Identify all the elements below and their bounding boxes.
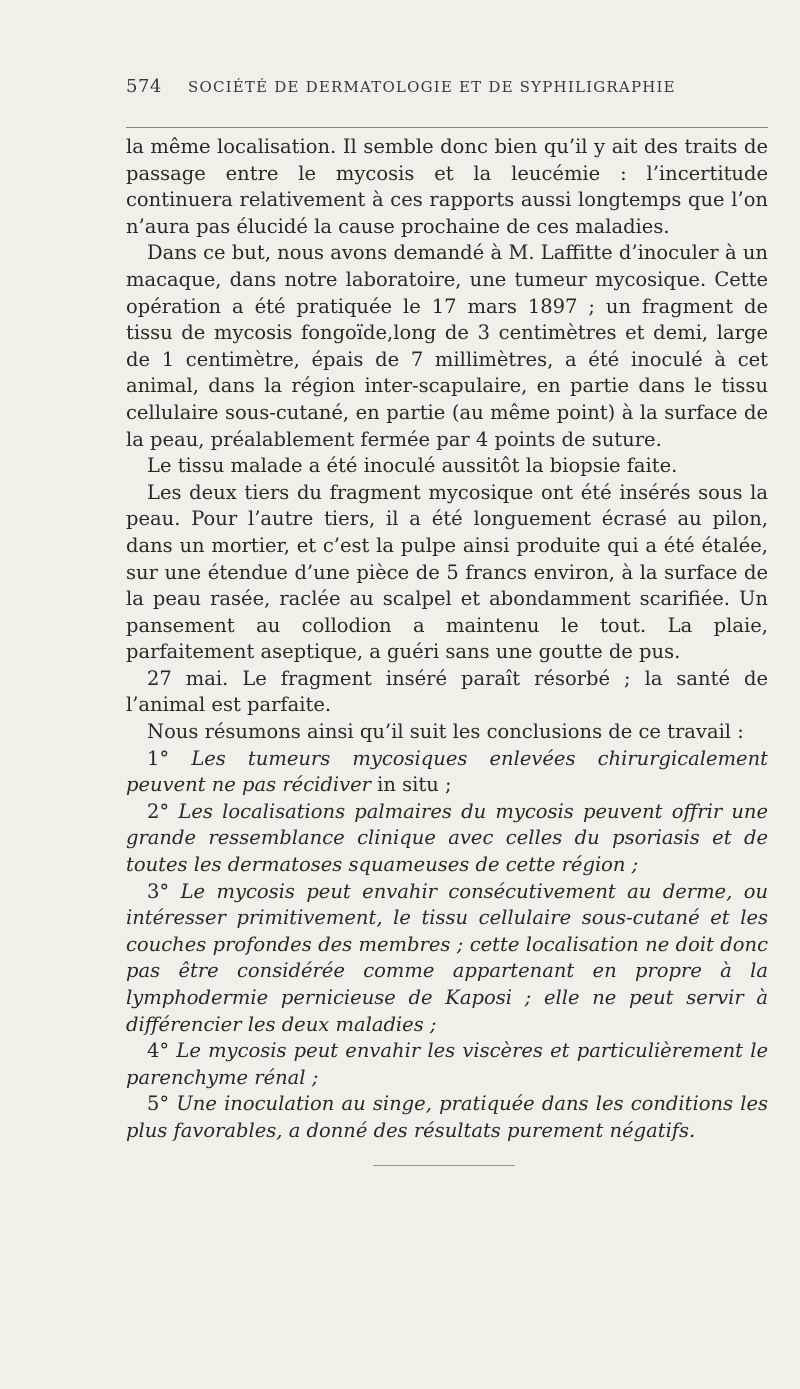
conclusion-number: 3° xyxy=(147,879,170,903)
paragraph: Dans ce but, nous avons demandé à M. Laffitte d’inoculer à un macaque, dans notre laboratoire, une tumeur mycosique. Cette opération a été pratiquée le 17 mars 1897 ; un fragment de tissu de mycosis fongoïde,long de 3 centimètres et demi, large de 1 centimètre, épais de 7 millimètres, a été inoculé à cet animal, dans la région inter-scapulaire, en partie dans le tissu cellulaire sous-cutané, en partie (au même point) à la surface de la peau, préalablement fermée par 4 points de suture. xyxy=(126,241,768,451)
conclusion-number: 2° xyxy=(147,799,170,823)
conclusion-text: Une inoculation au singe, pratiquée dans les conditions les plus favorables, a donné des résultats purement négatifs. xyxy=(126,1092,768,1142)
conclusion-text: Le mycosis peut envahir les viscères et particulièrement le parenchyme rénal ; xyxy=(126,1039,768,1089)
paragraph: Les deux tiers du fragment mycosique ont été insérés sous la peau. Pour l’autre tiers, il a été longuement écrasé au pilon, dans un mortier, et c’est la pulpe ainsi produite qui a été étalée, sur une étendue d’une pièce de 5 francs environ, à la surface de la peau rasée, raclée au scalpel et abondamment scarifiée. Un pansement au collodion a maintenu le tout. La plaie, parfaitement aseptique, a guéri sans une goutte de pus. xyxy=(126,480,768,664)
paragraph: 27 mai. Le fragment inséré paraît résorbé ; la santé de l’animal est parfaite. xyxy=(126,666,768,717)
end-rule xyxy=(373,1165,515,1166)
paragraph: Nous résumons ainsi qu’il suit les conclusions de ce travail : xyxy=(147,720,744,744)
conclusion-number: 1° xyxy=(147,746,170,770)
page-header xyxy=(126,76,768,104)
conclusion-number: 4° xyxy=(147,1039,170,1063)
conclusion-text: Le mycosis peut envahir consécutivement au derme, ou intéresser primitivement, le tissu cellulaire sous-cutané et les couches profondes des membres ; cette localisation ne doit donc pas être considérée comme appartenant en propre à la lymphodermie pernicieuse de Kaposi ; elle ne peut servir à différencier les deux maladies ; xyxy=(126,879,769,1036)
conclusion-tail: in situ ; xyxy=(370,773,452,797)
paragraph: la même localisation. Il semble donc bien qu’il y ait des traits de passage entre le mycosis et la leucémie : l’incertitude continuera relativement à ces rapports aussi longtemps que l’on n’aura pas élucidé la cause prochaine de ces maladies. xyxy=(126,135,768,238)
conclusion-item xyxy=(126,1091,768,1144)
conclusion-text: Les localisations palmaires du mycosis peuvent offrir une grande ressemblance clinique avec celles du psoriasis et de toutes les dermatoses squameuses de cette région ; xyxy=(126,799,769,877)
paragraph: Le tissu malade a été inoculé aussitôt la biopsie faite. xyxy=(147,454,678,478)
conclusion-text: Les tumeurs mycosiques enlevées chirurgicalement peuvent ne pas récidiver xyxy=(126,746,768,797)
conclusion-item xyxy=(126,799,768,879)
running-title: SOCIÉTÉ DE DERMATOLOGIE ET DE SYPHILIGRAPHIE xyxy=(188,78,676,96)
conclusion-item xyxy=(126,879,768,1039)
body-text xyxy=(126,134,768,1145)
page-number: 574 xyxy=(126,76,162,97)
conclusion-number: 5° xyxy=(147,1092,170,1116)
conclusion-item xyxy=(126,1038,768,1091)
header-rule xyxy=(126,127,768,128)
conclusion-item xyxy=(126,746,768,799)
